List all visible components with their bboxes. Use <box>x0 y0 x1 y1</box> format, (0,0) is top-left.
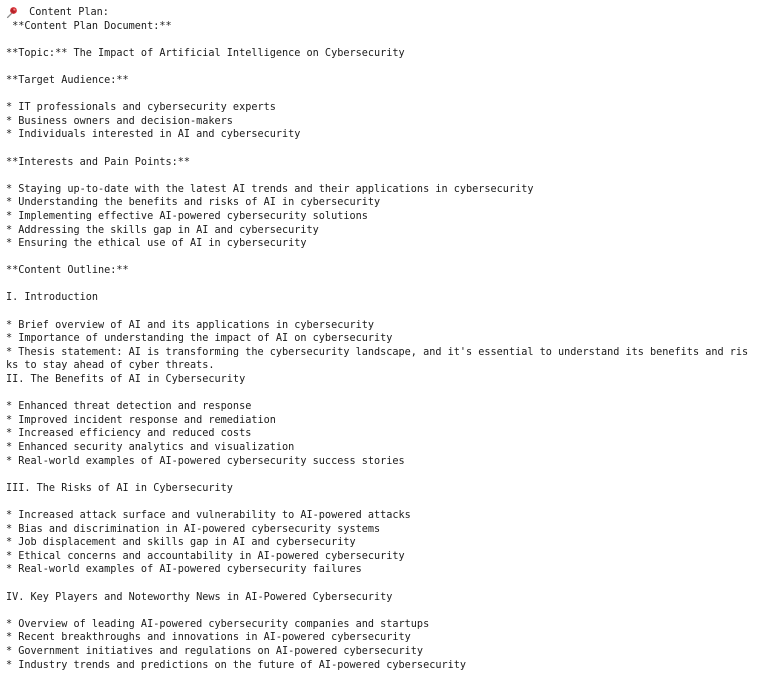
section-heading: **Content Outline:** <box>6 265 129 277</box>
outline-heading: IV. Key Players and Noteworthy News in AI-Powered Cybersecurity <box>6 591 393 603</box>
list-item: * Overview of leading AI-powered cybersecurity companies and startups <box>6 618 430 630</box>
outline-heading: III. The Risks of AI in Cybersecurity <box>6 482 233 494</box>
section-heading: **Content Plan Document:** <box>6 20 172 32</box>
blank-line <box>6 577 759 591</box>
list-item: * Real-world examples of AI-powered cybersecurity failures <box>6 564 362 576</box>
list-item: * Ethical concerns and accountability in AI-powered cybersecurity <box>6 550 405 562</box>
list-item: * Importance of understanding the impact of AI on cybersecurity <box>6 333 393 345</box>
blank-line <box>6 495 759 509</box>
list-item: * Staying up-to-date with the latest AI trends and their applications in cybersecurity <box>6 183 534 195</box>
content-plan-header <box>6 6 759 20</box>
list-item: * Brief overview of AI and its applications in cybersecurity <box>6 319 375 331</box>
section-heading: **Interests and Pain Points:** <box>6 156 191 168</box>
list-item: * Enhanced threat detection and response <box>6 401 252 413</box>
list-item: * Implementing effective AI-powered cybersecurity solutions <box>6 210 368 222</box>
list-item: * Understanding the benefits and risks of AI in cybersecurity <box>6 197 381 209</box>
list-item: * Enhanced security analytics and visualization <box>6 442 295 453</box>
list-item: * IT professionals and cybersecurity experts <box>6 102 276 114</box>
content-plan-label: Content Plan: <box>23 7 109 18</box>
blank-line <box>6 604 759 618</box>
list-item: * Increased efficiency and reduced costs <box>6 428 252 440</box>
list-item: * Business owners and decision-makers <box>6 115 233 127</box>
blank-line <box>6 468 759 482</box>
list-item: * Industry trends and predictions on the future of AI-powered cybersecurity <box>6 659 467 671</box>
list-item: * Bias and discrimination in AI-powered cybersecurity systems <box>6 523 381 535</box>
blank-line <box>6 60 759 74</box>
blank-line <box>6 387 759 401</box>
list-item: * Improved incident response and remediation <box>6 414 276 426</box>
list-item: * Recent breakthroughs and innovations in AI-powered cybersecurity <box>6 632 411 644</box>
blank-line <box>6 251 759 265</box>
blank-line <box>6 33 759 47</box>
blank-line <box>6 169 759 183</box>
list-item: * Ensuring the ethical use of AI in cybersecurity <box>6 238 307 250</box>
blank-line <box>6 278 759 292</box>
section-heading: **Target Audience:** <box>6 74 129 86</box>
blank-line <box>6 88 759 102</box>
document-lines <box>6 20 759 673</box>
list-item: * Job displacement and skills gap in AI and cybersecurity <box>6 537 356 549</box>
outline-heading: II. The Benefits of AI in Cybersecurity <box>6 374 246 386</box>
blank-line <box>6 142 759 156</box>
blank-line <box>6 305 759 319</box>
list-item: * Addressing the skills gap in AI and cybersecurity <box>6 224 319 236</box>
section-heading: **Topic:** The Impact of Artificial Intelligence on Cybersecurity <box>6 47 405 59</box>
pushpin-icon <box>6 6 19 19</box>
list-item: * Individuals interested in AI and cybersecurity <box>6 129 301 141</box>
list-item: * Increased attack surface and vulnerability to AI-powered attacks <box>6 509 411 521</box>
list-item: * Government initiatives and regulations on AI-powered cybersecurity <box>6 645 424 657</box>
list-item: * Thesis statement: AI is transforming the cybersecurity landscape, and it's essential to understand its benefits and risks to stay ahead of cyber threats. <box>6 346 749 372</box>
list-item: * Real-world examples of AI-powered cybersecurity success stories <box>6 455 405 467</box>
outline-heading: I. Introduction <box>6 292 99 304</box>
